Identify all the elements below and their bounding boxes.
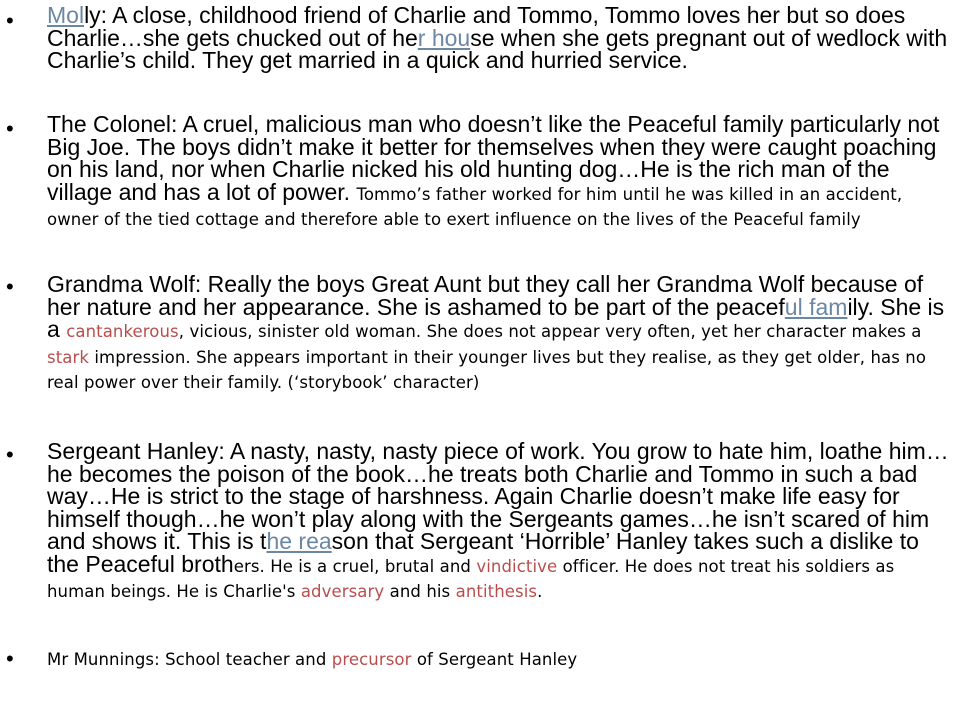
grandma-text-4: impression. She appears important in their younger lives but they realise, as they get older, has no real power over their family. (‘storybook’ character): [47, 347, 927, 392]
cantankerous-word: cantankerous: [66, 322, 179, 341]
grandma-text-2: ily. She is a: [47, 293, 945, 342]
reason-hyperlink[interactable]: he rea: [266, 528, 332, 554]
hanley-text-3: ers. He is a cruel, brutal and: [233, 556, 477, 576]
bullet-marker: •: [6, 646, 14, 671]
hanley-text-1: Sergeant Hanley: A nasty, nasty, nasty piece of work. You grow to hate him, loathe him…he becomes the poison of the book…he treats both Charlie and Tommo in such a bad way…He is strict to the stage of harshness. Again Charlie doesn’t make life easy for himself though…he won’t play along with the Sergeants games…he isn’t scared of him and shows it. This is t: [47, 438, 949, 554]
bullet-marker: •: [6, 8, 14, 33]
family-hyperlink[interactable]: ul fam: [784, 293, 848, 320]
stark-word: stark: [47, 347, 90, 367]
hanley-text-2: son that Sergeant ‘Horrible’ Hanley takes such a dislike to the Peaceful broth: [47, 528, 919, 577]
molly-hyperlink[interactable]: Mol: [47, 2, 85, 28]
grandma-text-1: Grandma Wolf: Really the boys Great Aunt but they call her Grandma Wolf because of her nature and her appearance. She is ashamed to be part of the peacef: [47, 271, 924, 320]
adversary-word: adversary: [300, 582, 385, 601]
molly-text-1: ly: A close, childhood friend of Charlie and Tommo, Tommo loves her but so does Charlie…she gets chucked out of he: [47, 2, 906, 51]
precursor-word: precursor: [331, 650, 412, 669]
hanley-text-6: .: [537, 582, 543, 601]
bullet-marker: •: [6, 442, 14, 467]
munnings-text-2: of Sergeant Hanley: [411, 650, 578, 669]
antithesis-word: antithesis: [455, 582, 538, 601]
bullet-marker: •: [6, 274, 14, 299]
colonel-text-2: Tommo’s father worked for him until he was killed in an accident, owner of the tied cottage and therefore able to exert influence on the lives of the Peaceful family: [47, 184, 903, 229]
bullet-marker: •: [6, 116, 14, 141]
house-hyperlink[interactable]: r hou: [417, 24, 471, 51]
munnings-text-1: Mr Munnings: School teacher and: [47, 650, 332, 669]
hanley-text-4: officer. He does not treat his soldiers as human beings. He is Charlie's: [47, 556, 895, 601]
vindictive-word: vindictive: [476, 556, 558, 576]
bullet-molly-text: [47, 4, 952, 72]
hanley-text-5: and his: [384, 582, 456, 601]
bullet-munnings-text: [47, 646, 952, 672]
bullet-grandma-text: [47, 273, 952, 395]
molly-text-2: se when she gets pregnant out of wedlock with Charlie’s child. They get married in a quick and hurried service.: [47, 24, 948, 73]
bullet-hanley-text: [47, 440, 952, 604]
grandma-text-3: , vicious, sinister old woman. She does not appear very often, yet her character makes a: [178, 322, 922, 341]
bullet-colonel-text: [47, 113, 952, 232]
colonel-text-1: The Colonel: A cruel, malicious man who doesn’t like the Peaceful family particularly not Big Joe. The boys didn’t make it better for themselves when they were caught poaching on his land, nor when Charlie nicked his old hunting dog…He is the rich man of the village and has a lot of power.: [47, 111, 940, 205]
